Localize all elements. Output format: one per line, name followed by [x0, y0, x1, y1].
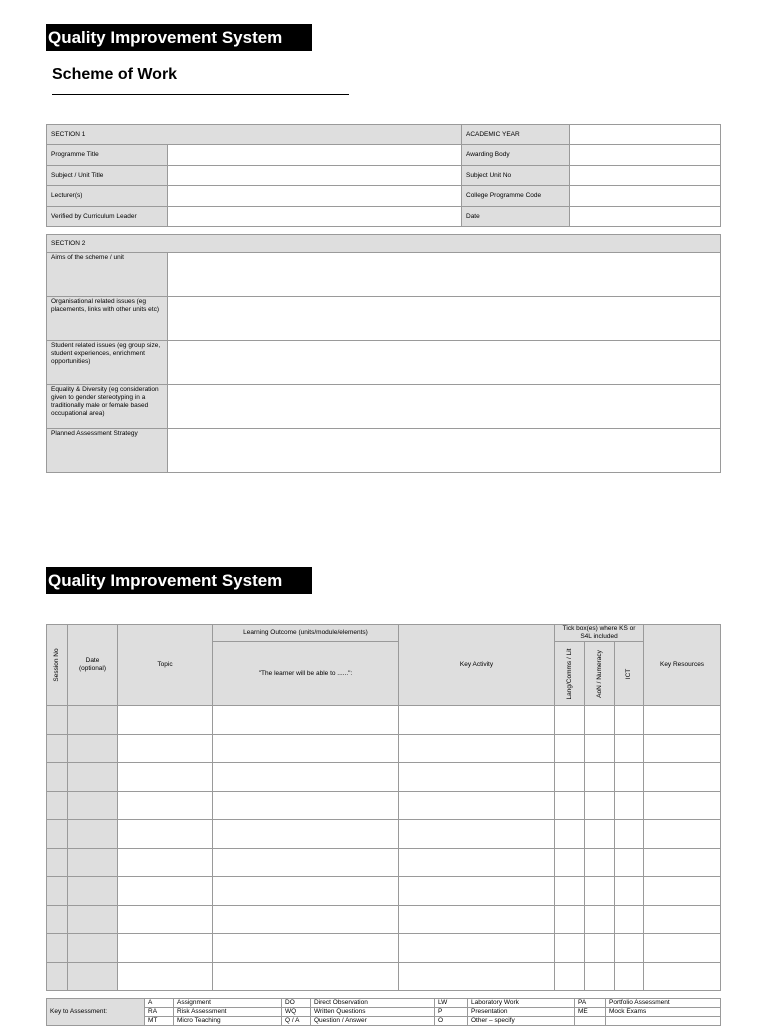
- aon-numeracy-tick[interactable]: [585, 877, 615, 906]
- learner-able-header: "The learner will be able to ......":: [213, 642, 399, 706]
- system-title-2: Quality Improvement System: [48, 571, 283, 590]
- aon-numeracy-tick[interactable]: [585, 962, 615, 991]
- section1-row: [47, 186, 721, 207]
- session-no-cell[interactable]: [47, 905, 68, 934]
- academic-year-field[interactable]: [570, 125, 721, 145]
- topic-cell[interactable]: [118, 962, 213, 991]
- topic-cell[interactable]: [118, 706, 213, 735]
- awarding-body-field[interactable]: [570, 145, 721, 166]
- date-cell[interactable]: [68, 848, 118, 877]
- session-row: [47, 848, 721, 877]
- assessment-key-table: [46, 998, 721, 1026]
- topic-cell[interactable]: [118, 905, 213, 934]
- lang-comms-tick[interactable]: [555, 905, 585, 934]
- date-cell[interactable]: [68, 962, 118, 991]
- ict-tick[interactable]: [615, 763, 644, 792]
- programme-title-label: Programme Title: [47, 145, 168, 166]
- student-issues-field[interactable]: [168, 341, 721, 385]
- key-desc: Portfolio Assessment: [606, 999, 721, 1008]
- session-no-cell[interactable]: [47, 791, 68, 820]
- date-cell[interactable]: [68, 820, 118, 849]
- key-activity-cell[interactable]: [399, 848, 555, 877]
- section2-table: [46, 234, 721, 473]
- key-desc: Micro Teaching: [174, 1017, 282, 1026]
- subject-unit-no-field[interactable]: [570, 166, 721, 186]
- key-code: P: [435, 1008, 468, 1017]
- section2-label: SECTION 2: [47, 235, 721, 253]
- topic-cell[interactable]: [118, 877, 213, 906]
- ict-tick[interactable]: [615, 934, 644, 963]
- session-no-cell[interactable]: [47, 820, 68, 849]
- key-activity-cell[interactable]: [399, 877, 555, 906]
- date-cell[interactable]: [68, 791, 118, 820]
- ict-tick[interactable]: [615, 877, 644, 906]
- key-code: A: [145, 999, 174, 1008]
- key-desc: Mock Exams: [606, 1008, 721, 1017]
- key-resources-cell[interactable]: [644, 791, 721, 820]
- aon-numeracy-tick[interactable]: [585, 734, 615, 763]
- key-activity-cell[interactable]: [399, 706, 555, 735]
- key-row: [47, 1008, 721, 1017]
- section2-row: [47, 253, 721, 297]
- date-field[interactable]: [570, 207, 721, 227]
- key-activity-header: Key Activity: [399, 625, 555, 706]
- aims-label: Aims of the scheme / unit: [47, 253, 168, 297]
- programme-title-field[interactable]: [168, 145, 462, 166]
- session-row: [47, 734, 721, 763]
- ict-tick[interactable]: [615, 791, 644, 820]
- equality-diversity-label: Equality & Diversity (eg consideration given to gender stereotyping in a traditionally male or female based occupational area): [47, 385, 168, 429]
- key-code: Q / A: [282, 1017, 311, 1026]
- key-code: MT: [145, 1017, 174, 1026]
- organisational-issues-field[interactable]: [168, 297, 721, 341]
- section1-row: [47, 207, 721, 227]
- date-cell[interactable]: [68, 877, 118, 906]
- subject-unit-no-label: Subject Unit No: [462, 166, 570, 186]
- student-issues-label: Student related issues (eg group size, student experiences, enrichment opportunities): [47, 341, 168, 385]
- key-resources-cell[interactable]: [644, 734, 721, 763]
- ict-tick[interactable]: [615, 848, 644, 877]
- aon-numeracy-tick[interactable]: [585, 905, 615, 934]
- learning-outcome-cell[interactable]: [213, 848, 399, 877]
- section1-header-row: [47, 125, 721, 145]
- key-code: PA: [575, 999, 606, 1008]
- date-cell[interactable]: [68, 734, 118, 763]
- learning-outcome-cell[interactable]: [213, 877, 399, 906]
- key-code: [575, 1017, 606, 1026]
- ict-tick[interactable]: [615, 905, 644, 934]
- section2-row: [47, 429, 721, 473]
- topic-cell[interactable]: [118, 734, 213, 763]
- equality-diversity-field[interactable]: [168, 385, 721, 429]
- key-desc: [606, 1017, 721, 1026]
- verified-by-field[interactable]: [168, 207, 462, 227]
- section1-row: [47, 166, 721, 186]
- system-title: Quality Improvement System: [48, 28, 283, 47]
- date-cell[interactable]: [68, 905, 118, 934]
- key-row: [47, 1017, 721, 1026]
- session-row: [47, 962, 721, 991]
- session-no-cell[interactable]: [47, 763, 68, 792]
- key-desc: Presentation: [468, 1008, 575, 1017]
- learning-outcome-header: Learning Outcome (units/module/elements): [213, 625, 399, 642]
- ict-tick[interactable]: [615, 962, 644, 991]
- aon-numeracy-tick[interactable]: [585, 820, 615, 849]
- key-resources-cell[interactable]: [644, 905, 721, 934]
- key-desc: Risk Assessment: [174, 1008, 282, 1017]
- session-no-cell[interactable]: [47, 734, 68, 763]
- session-row: [47, 934, 721, 963]
- topic-cell[interactable]: [118, 791, 213, 820]
- key-desc: Laboratory Work: [468, 999, 575, 1008]
- scheme-of-work-table: [46, 624, 721, 991]
- assessment-strategy-label: Planned Assessment Strategy: [47, 429, 168, 473]
- system-title-banner-2: [46, 567, 312, 594]
- ict-tick[interactable]: [615, 734, 644, 763]
- key-activity-cell[interactable]: [399, 791, 555, 820]
- date-cell[interactable]: [68, 706, 118, 735]
- sow-header-row-1: [47, 625, 721, 642]
- session-no-header: Session No: [47, 625, 68, 706]
- section2-row: [47, 297, 721, 341]
- learning-outcome-cell[interactable]: [213, 734, 399, 763]
- aims-field[interactable]: [168, 253, 721, 297]
- date-header: Date (optional): [68, 625, 118, 706]
- key-title: Key to Assessment:: [47, 999, 145, 1026]
- academic-year-label: ACADEMIC YEAR: [462, 125, 570, 145]
- topic-cell[interactable]: [118, 848, 213, 877]
- topic-cell[interactable]: [118, 934, 213, 963]
- key-code: LW: [435, 999, 468, 1008]
- key-activity-cell[interactable]: [399, 905, 555, 934]
- lang-comms-tick[interactable]: [555, 820, 585, 849]
- college-programme-code-field[interactable]: [570, 186, 721, 207]
- session-row: [47, 706, 721, 735]
- lang-comms-header: Lang/Comms / Lit: [555, 642, 585, 706]
- session-no-cell[interactable]: [47, 848, 68, 877]
- learning-outcome-cell[interactable]: [213, 905, 399, 934]
- date-cell[interactable]: [68, 763, 118, 792]
- key-resources-cell[interactable]: [644, 763, 721, 792]
- key-desc: Direct Observation: [311, 999, 435, 1008]
- subject-unit-title-field[interactable]: [168, 166, 462, 186]
- ict-tick[interactable]: [615, 706, 644, 735]
- section1-table: [46, 124, 721, 227]
- key-code: WQ: [282, 1008, 311, 1017]
- sow-body: [47, 706, 721, 991]
- title-underline: [52, 94, 349, 95]
- session-row: [47, 763, 721, 792]
- key-resources-cell[interactable]: [644, 877, 721, 906]
- organisational-issues-label: Organisational related issues (eg placements, links with other units etc): [47, 297, 168, 341]
- key-row: [47, 999, 721, 1008]
- lang-comms-tick[interactable]: [555, 763, 585, 792]
- tick-box-header: Tick box(es) where KS or S4L included: [555, 625, 644, 642]
- aon-numeracy-header: AoN / Numeracy: [585, 642, 615, 706]
- date-label: Date: [462, 207, 570, 227]
- aon-numeracy-tick[interactable]: [585, 791, 615, 820]
- ict-header: ICT: [615, 642, 644, 706]
- awarding-body-label: Awarding Body: [462, 145, 570, 166]
- section1-label: SECTION 1: [47, 125, 462, 145]
- key-desc: Question / Answer: [311, 1017, 435, 1026]
- lang-comms-tick[interactable]: [555, 962, 585, 991]
- key-resources-header: Key Resources: [644, 625, 721, 706]
- lang-comms-tick[interactable]: [555, 848, 585, 877]
- learning-outcome-cell[interactable]: [213, 962, 399, 991]
- key-resources-cell[interactable]: [644, 706, 721, 735]
- key-code: O: [435, 1017, 468, 1026]
- lecturers-field[interactable]: [168, 186, 462, 207]
- lang-comms-tick[interactable]: [555, 706, 585, 735]
- doc-title: Scheme of Work: [52, 66, 178, 83]
- key-activity-cell[interactable]: [399, 820, 555, 849]
- learning-outcome-cell[interactable]: [213, 706, 399, 735]
- key-activity-cell[interactable]: [399, 763, 555, 792]
- session-row: [47, 791, 721, 820]
- key-desc: Written Questions: [311, 1008, 435, 1017]
- session-no-cell[interactable]: [47, 877, 68, 906]
- key-code: RA: [145, 1008, 174, 1017]
- college-programme-code-label: College Programme Code: [462, 186, 570, 207]
- learning-outcome-cell[interactable]: [213, 763, 399, 792]
- lang-comms-tick[interactable]: [555, 877, 585, 906]
- key-activity-cell[interactable]: [399, 734, 555, 763]
- learning-outcome-cell[interactable]: [213, 934, 399, 963]
- key-resources-cell[interactable]: [644, 848, 721, 877]
- aon-numeracy-tick[interactable]: [585, 706, 615, 735]
- verified-by-label: Verified by Curriculum Leader: [47, 207, 168, 227]
- lang-comms-tick[interactable]: [555, 934, 585, 963]
- lecturers-label: Lecturer(s): [47, 186, 168, 207]
- learning-outcome-cell[interactable]: [213, 791, 399, 820]
- lang-comms-tick[interactable]: [555, 734, 585, 763]
- subject-unit-title-label: Subject / Unit Title: [47, 166, 168, 186]
- key-code: DO: [282, 999, 311, 1008]
- system-title-banner: [46, 24, 312, 51]
- key-resources-cell[interactable]: [644, 934, 721, 963]
- key-code: ME: [575, 1008, 606, 1017]
- session-row: [47, 877, 721, 906]
- topic-cell[interactable]: [118, 820, 213, 849]
- session-row: [47, 820, 721, 849]
- section2-header-row: [47, 235, 721, 253]
- session-no-cell[interactable]: [47, 962, 68, 991]
- key-resources-cell[interactable]: [644, 962, 721, 991]
- date-cell[interactable]: [68, 934, 118, 963]
- section1-row: [47, 145, 721, 166]
- ict-tick[interactable]: [615, 820, 644, 849]
- topic-header: Topic: [118, 625, 213, 706]
- learning-outcome-cell[interactable]: [213, 820, 399, 849]
- lang-comms-tick[interactable]: [555, 791, 585, 820]
- section2-row: [47, 385, 721, 429]
- session-no-cell[interactable]: [47, 934, 68, 963]
- key-desc: Assignment: [174, 999, 282, 1008]
- key-activity-cell[interactable]: [399, 962, 555, 991]
- assessment-strategy-field[interactable]: [168, 429, 721, 473]
- key-desc: Other – specify: [468, 1017, 575, 1026]
- aon-numeracy-tick[interactable]: [585, 848, 615, 877]
- aon-numeracy-tick[interactable]: [585, 934, 615, 963]
- key-activity-cell[interactable]: [399, 934, 555, 963]
- topic-cell[interactable]: [118, 763, 213, 792]
- key-resources-cell[interactable]: [644, 820, 721, 849]
- section2-row: [47, 341, 721, 385]
- session-no-cell[interactable]: [47, 706, 68, 735]
- aon-numeracy-tick[interactable]: [585, 763, 615, 792]
- session-row: [47, 905, 721, 934]
